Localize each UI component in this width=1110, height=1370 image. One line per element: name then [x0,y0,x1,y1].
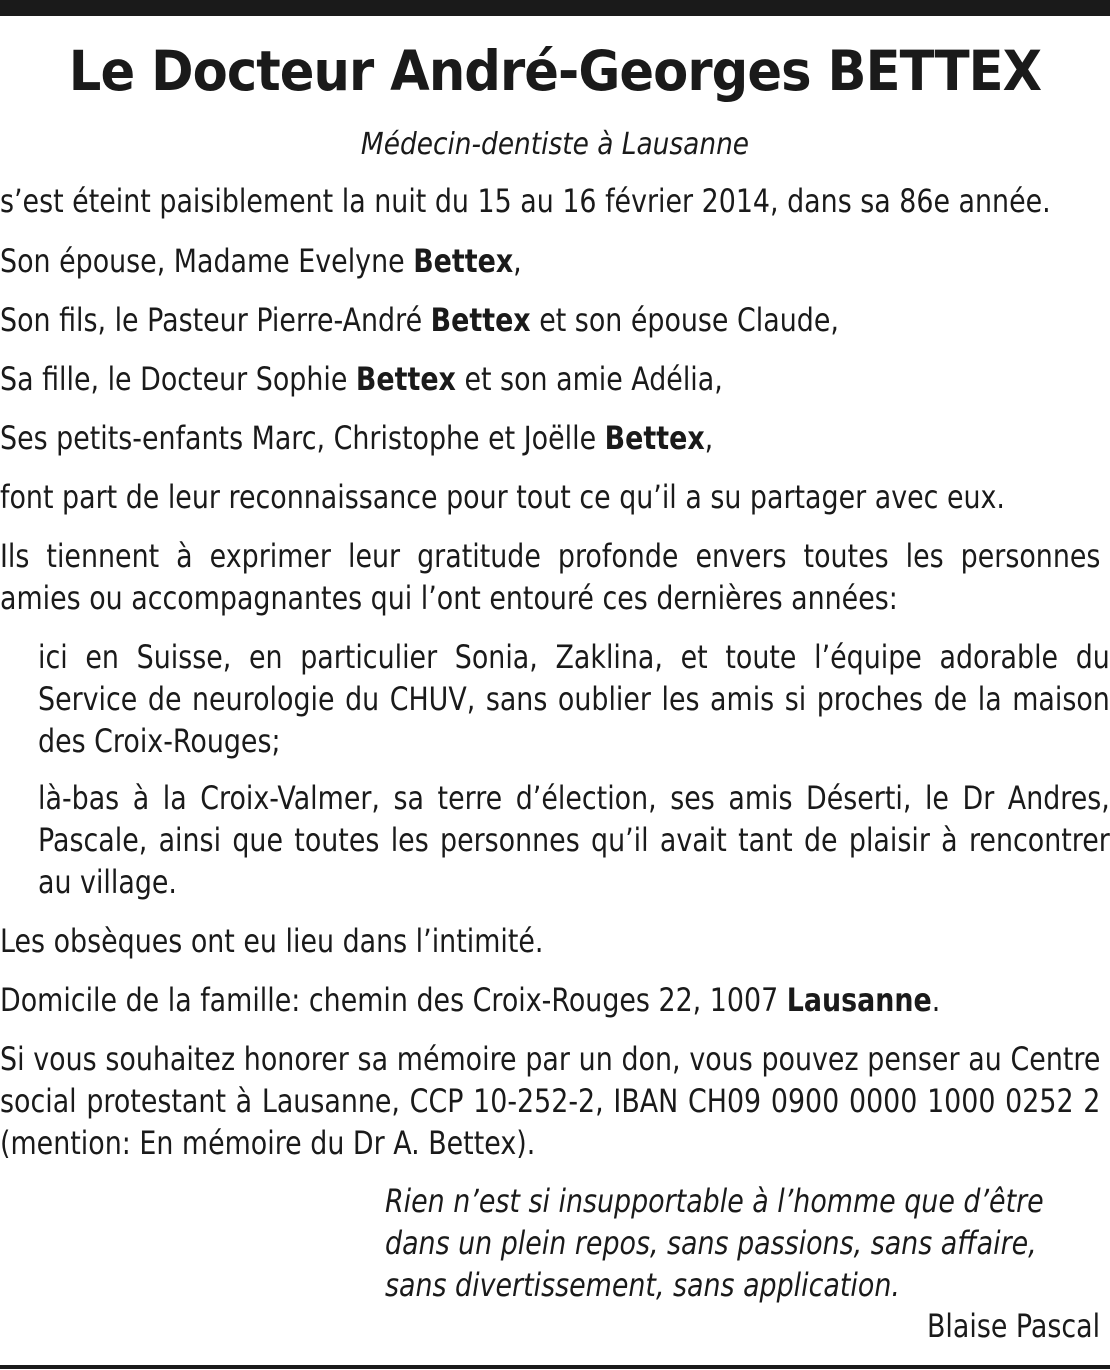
quote-line: dans un plein repos, sans passions, sans affaire, [385,1224,1037,1262]
thanks-switzerland-paragraph: ici en Suisse, en particulier Sonia, Zaklina, et toute l’équipe adorable du Service de neurologie du CHUV, sans oublier les amis si proches de la maison des Croix-Rouges; [38,638,1110,760]
funeral-text: Les obsèques ont eu lieu dans l’intimité. [0,922,544,960]
thanks-croix-valmer-paragraph: là-bas à la Croix-Valmer, sa terre d’élection, ses amis Déserti, le Dr Andres, Pascale, ainsi que toutes les personnes qu’il avait tant de plaisir à rencontrer au village. [38,779,1110,901]
family-line-daughter: Sa fille, le Docteur Sophie Bettex et son amie Adélia, [0,360,723,398]
family-line-spouse: Son épouse, Madame Evelyne Bettex, [0,242,522,280]
announcement-text: s’est éteint paisiblement la nuit du 15 au 16 février 2014, dans sa 86e année. [0,182,1051,220]
family-line-grandchildren: Ses petits-enfants Marc, Christophe et Joëlle Bettex, [0,419,714,457]
acknowledgement-text: font part de leur reconnaissance pour tout ce qu’il a su partager avec eux. [0,478,1005,516]
gratitude-paragraph: Ils tiennent à exprimer leur gratitude profonde envers toutes les personnes amies ou accompagnantes qui l’ont entouré ces dernières années: [0,537,1101,617]
bottom-rule [0,1365,1110,1369]
notice-title: Le Docteur André-Georges BETTEX [68,39,1042,103]
family-line-son: Son fils, le Pasteur Pierre-André Bettex et son épouse Claude, [0,301,839,339]
domicile-line: Domicile de la famille: chemin des Croix-Rouges 22, 1007 Lausanne. [0,981,941,1019]
quote-block [385,1180,1044,1306]
notice-subtitle: Médecin-dentiste à Lausanne [360,127,750,162]
donation-paragraph: Si vous souhaitez honorer sa mémoire par un don, vous pouvez penser au Centre social protestant à Lausanne, CCP 10-252-2, IBAN CH09 0900 0000 1000 0252 2 (mention: En mémoire du Dr A. Bettex). [0,1040,1101,1162]
top-rule [0,0,1110,16]
quote-author: Blaise Pascal [926,1307,1100,1345]
quote-line: Rien n’est si insupportable à l’homme que d’être [385,1182,1044,1220]
quote-line: sans divertissement, sans application. [385,1266,900,1304]
